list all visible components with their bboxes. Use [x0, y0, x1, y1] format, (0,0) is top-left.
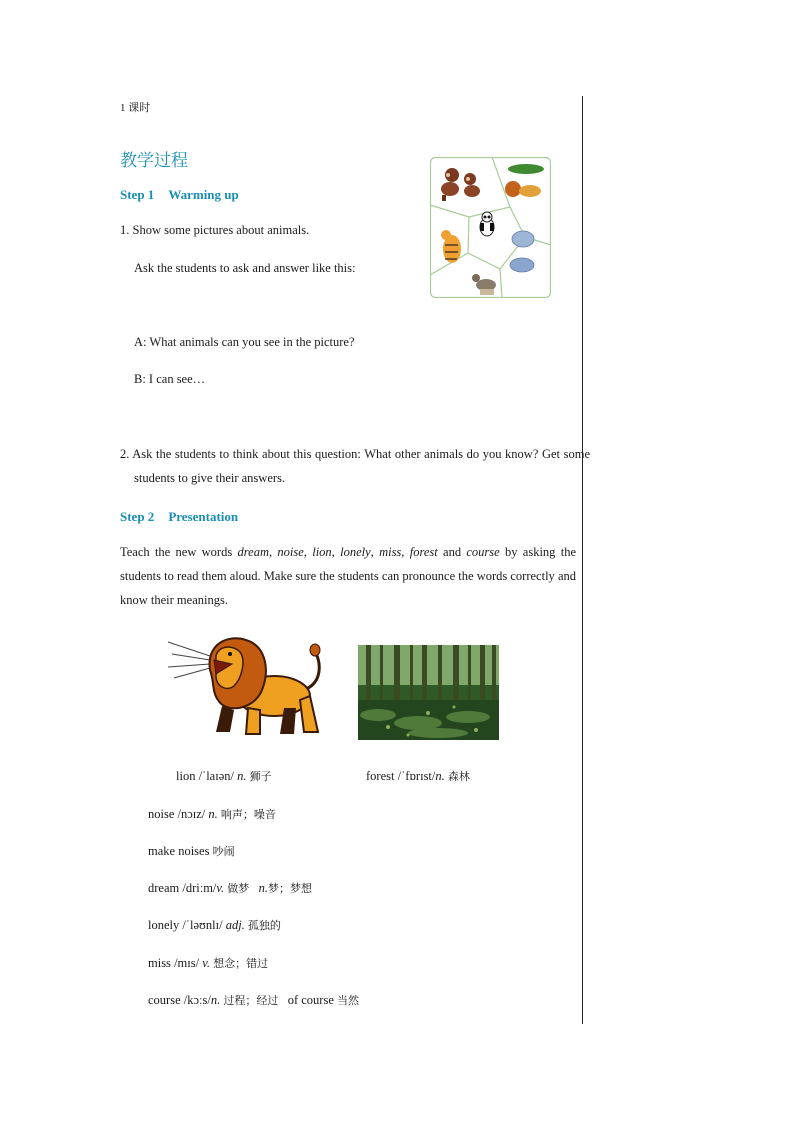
lion-picture — [166, 634, 326, 738]
step2-heading — [120, 509, 238, 525]
step1-item1: 1. Show some pictures about animals. — [120, 223, 310, 237]
vocab-make-noises: make noises 吵闹 — [148, 844, 235, 858]
vocab-lion: lion /ˈlaɪən/ n. 狮子 — [176, 769, 272, 783]
dialog-b: B: I can see… — [134, 372, 206, 386]
vocab-lonely: lonely /ˈləʊnlɪ/ adj. 孤独的 — [148, 918, 281, 932]
step2-name: Presentation — [168, 509, 239, 524]
vocab-course: course /kɔːs/n. 过程；经过 of course 当然 — [148, 993, 360, 1007]
vocab-forest: forest /ˈfɒrɪst/n. 森林 — [366, 769, 470, 783]
step2-intro: Teach the new words dream, noise, lion, lonely, miss, forest and course by asking the students to read them aloud. Make sure the students can pronounce the words correctly and know their meanings. — [120, 545, 576, 607]
lesson-count: 1 课时 — [120, 102, 151, 114]
vocab-miss: miss /mɪs/ v. 想念；错过 — [148, 956, 269, 970]
margin-rule — [582, 96, 583, 1024]
step1-instruction: Ask the students to ask and answer like this: — [134, 261, 356, 275]
animals-picture — [430, 157, 551, 298]
panda-icon — [480, 212, 494, 236]
vocab-noise: noise /nɔɪz/ n. 响声；噪音 — [148, 807, 276, 821]
step1-name: Warming up — [168, 187, 239, 202]
step2-number: Step 2 — [120, 509, 155, 524]
step1-item2: 2. Ask the students to think about this question: What other animals do you know? Get some students to give their answers. — [120, 447, 590, 485]
forest-picture — [358, 645, 499, 740]
roar-lines — [168, 642, 210, 678]
dialog-a: A: What animals can you see in the picture? — [134, 335, 355, 349]
step1-number: Step 1 — [120, 187, 155, 202]
step1-heading — [120, 187, 239, 203]
crocodile-icon — [508, 164, 544, 174]
page-title: 教学过程 — [120, 151, 188, 171]
vocab-dream: dream /driːm/v. 做梦 n.梦；梦想 — [148, 881, 313, 895]
